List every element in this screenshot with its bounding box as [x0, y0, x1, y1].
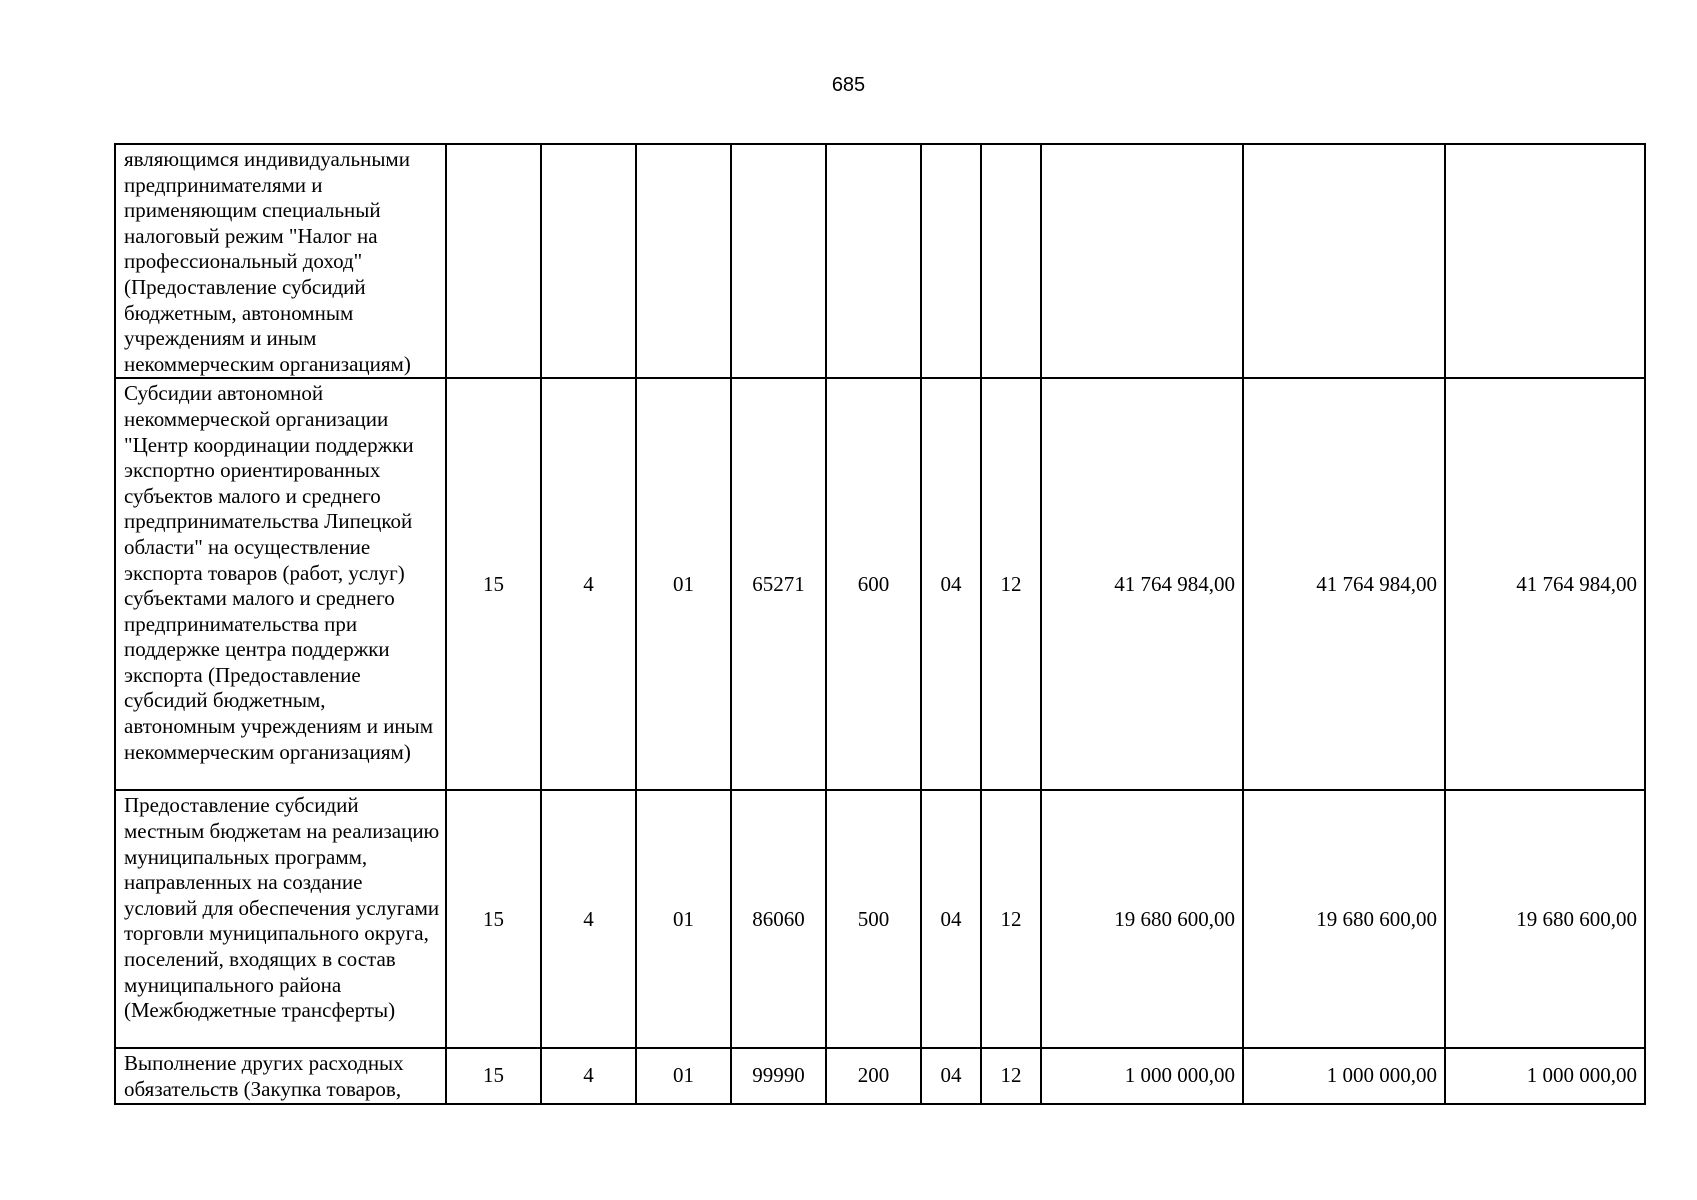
- code-cell: 12: [981, 1048, 1041, 1103]
- table-row: [115, 790, 1645, 1048]
- code-cell: 65271: [731, 378, 826, 790]
- code-cell: 04: [921, 790, 981, 1048]
- code-cell: [826, 144, 921, 378]
- row-description: Выполнение других расходных обязательств (Закупка товаров,: [115, 1048, 446, 1103]
- table-row: [115, 144, 1645, 378]
- code-cell: 200: [826, 1048, 921, 1103]
- code-cell: [446, 144, 541, 378]
- amount-cell: 1 000 000,00: [1445, 1048, 1645, 1103]
- amount-cell: [1445, 144, 1645, 378]
- amount-cell: 1 000 000,00: [1243, 1048, 1445, 1103]
- page-number: 685: [831, 74, 866, 96]
- amount-cell: 41 764 984,00: [1243, 378, 1445, 790]
- code-cell: 12: [981, 790, 1041, 1048]
- row-description: Субсидии автономной некоммерческой организации "Центр координации поддержки экспортно ориентированных субъектов малого и среднего предпринимательства Липецкой области" на осуществление экспорта товаров (работ, услуг) субъектами малого и среднего предпринимательства при поддержке центра поддержки экспорта (Предоставление субсидий бюджетным, автономным учреждениям и иным некоммерческим организациям): [115, 378, 446, 790]
- code-cell: 04: [921, 1048, 981, 1103]
- amount-cell: 1 000 000,00: [1041, 1048, 1243, 1103]
- code-cell: 500: [826, 790, 921, 1048]
- amount-cell: 19 680 600,00: [1445, 790, 1645, 1048]
- code-cell: 01: [636, 378, 731, 790]
- amount-cell: 19 680 600,00: [1243, 790, 1445, 1048]
- table-row: [115, 1048, 1645, 1103]
- code-cell: 86060: [731, 790, 826, 1048]
- code-cell: 4: [541, 790, 636, 1048]
- row-description: Предоставление субсидий местным бюджетам на реализацию муниципальных программ, направленных на создание условий для обеспечения услугами торговли муниципального округа, поселений, входящих в состав муниципального района (Межбюджетные трансферты): [115, 790, 446, 1048]
- amount-cell: 19 680 600,00: [1041, 790, 1243, 1048]
- budget-table: [114, 143, 1646, 1105]
- code-cell: 01: [636, 790, 731, 1048]
- code-cell: 15: [446, 1048, 541, 1103]
- code-cell: 01: [636, 1048, 731, 1103]
- code-cell: [541, 144, 636, 378]
- amount-cell: 41 764 984,00: [1041, 378, 1243, 790]
- code-cell: 4: [541, 1048, 636, 1103]
- amount-cell: 41 764 984,00: [1445, 378, 1645, 790]
- code-cell: 15: [446, 378, 541, 790]
- code-cell: 12: [981, 378, 1041, 790]
- code-cell: 04: [921, 378, 981, 790]
- code-cell: [981, 144, 1041, 378]
- amount-cell: [1041, 144, 1243, 378]
- code-cell: [636, 144, 731, 378]
- code-cell: 15: [446, 790, 541, 1048]
- code-cell: 4: [541, 378, 636, 790]
- amount-cell: [1243, 144, 1445, 378]
- code-cell: 99990: [731, 1048, 826, 1103]
- table-row: [115, 378, 1645, 790]
- code-cell: [921, 144, 981, 378]
- code-cell: 600: [826, 378, 921, 790]
- row-description: являющимся индивидуальными предпринимателями и применяющим специальный налоговый режим "Налог на профессиональный доход" (Предоставление субсидий бюджетным, автономным учреждениям и иным некоммерческим организациям): [115, 144, 446, 378]
- code-cell: [731, 144, 826, 378]
